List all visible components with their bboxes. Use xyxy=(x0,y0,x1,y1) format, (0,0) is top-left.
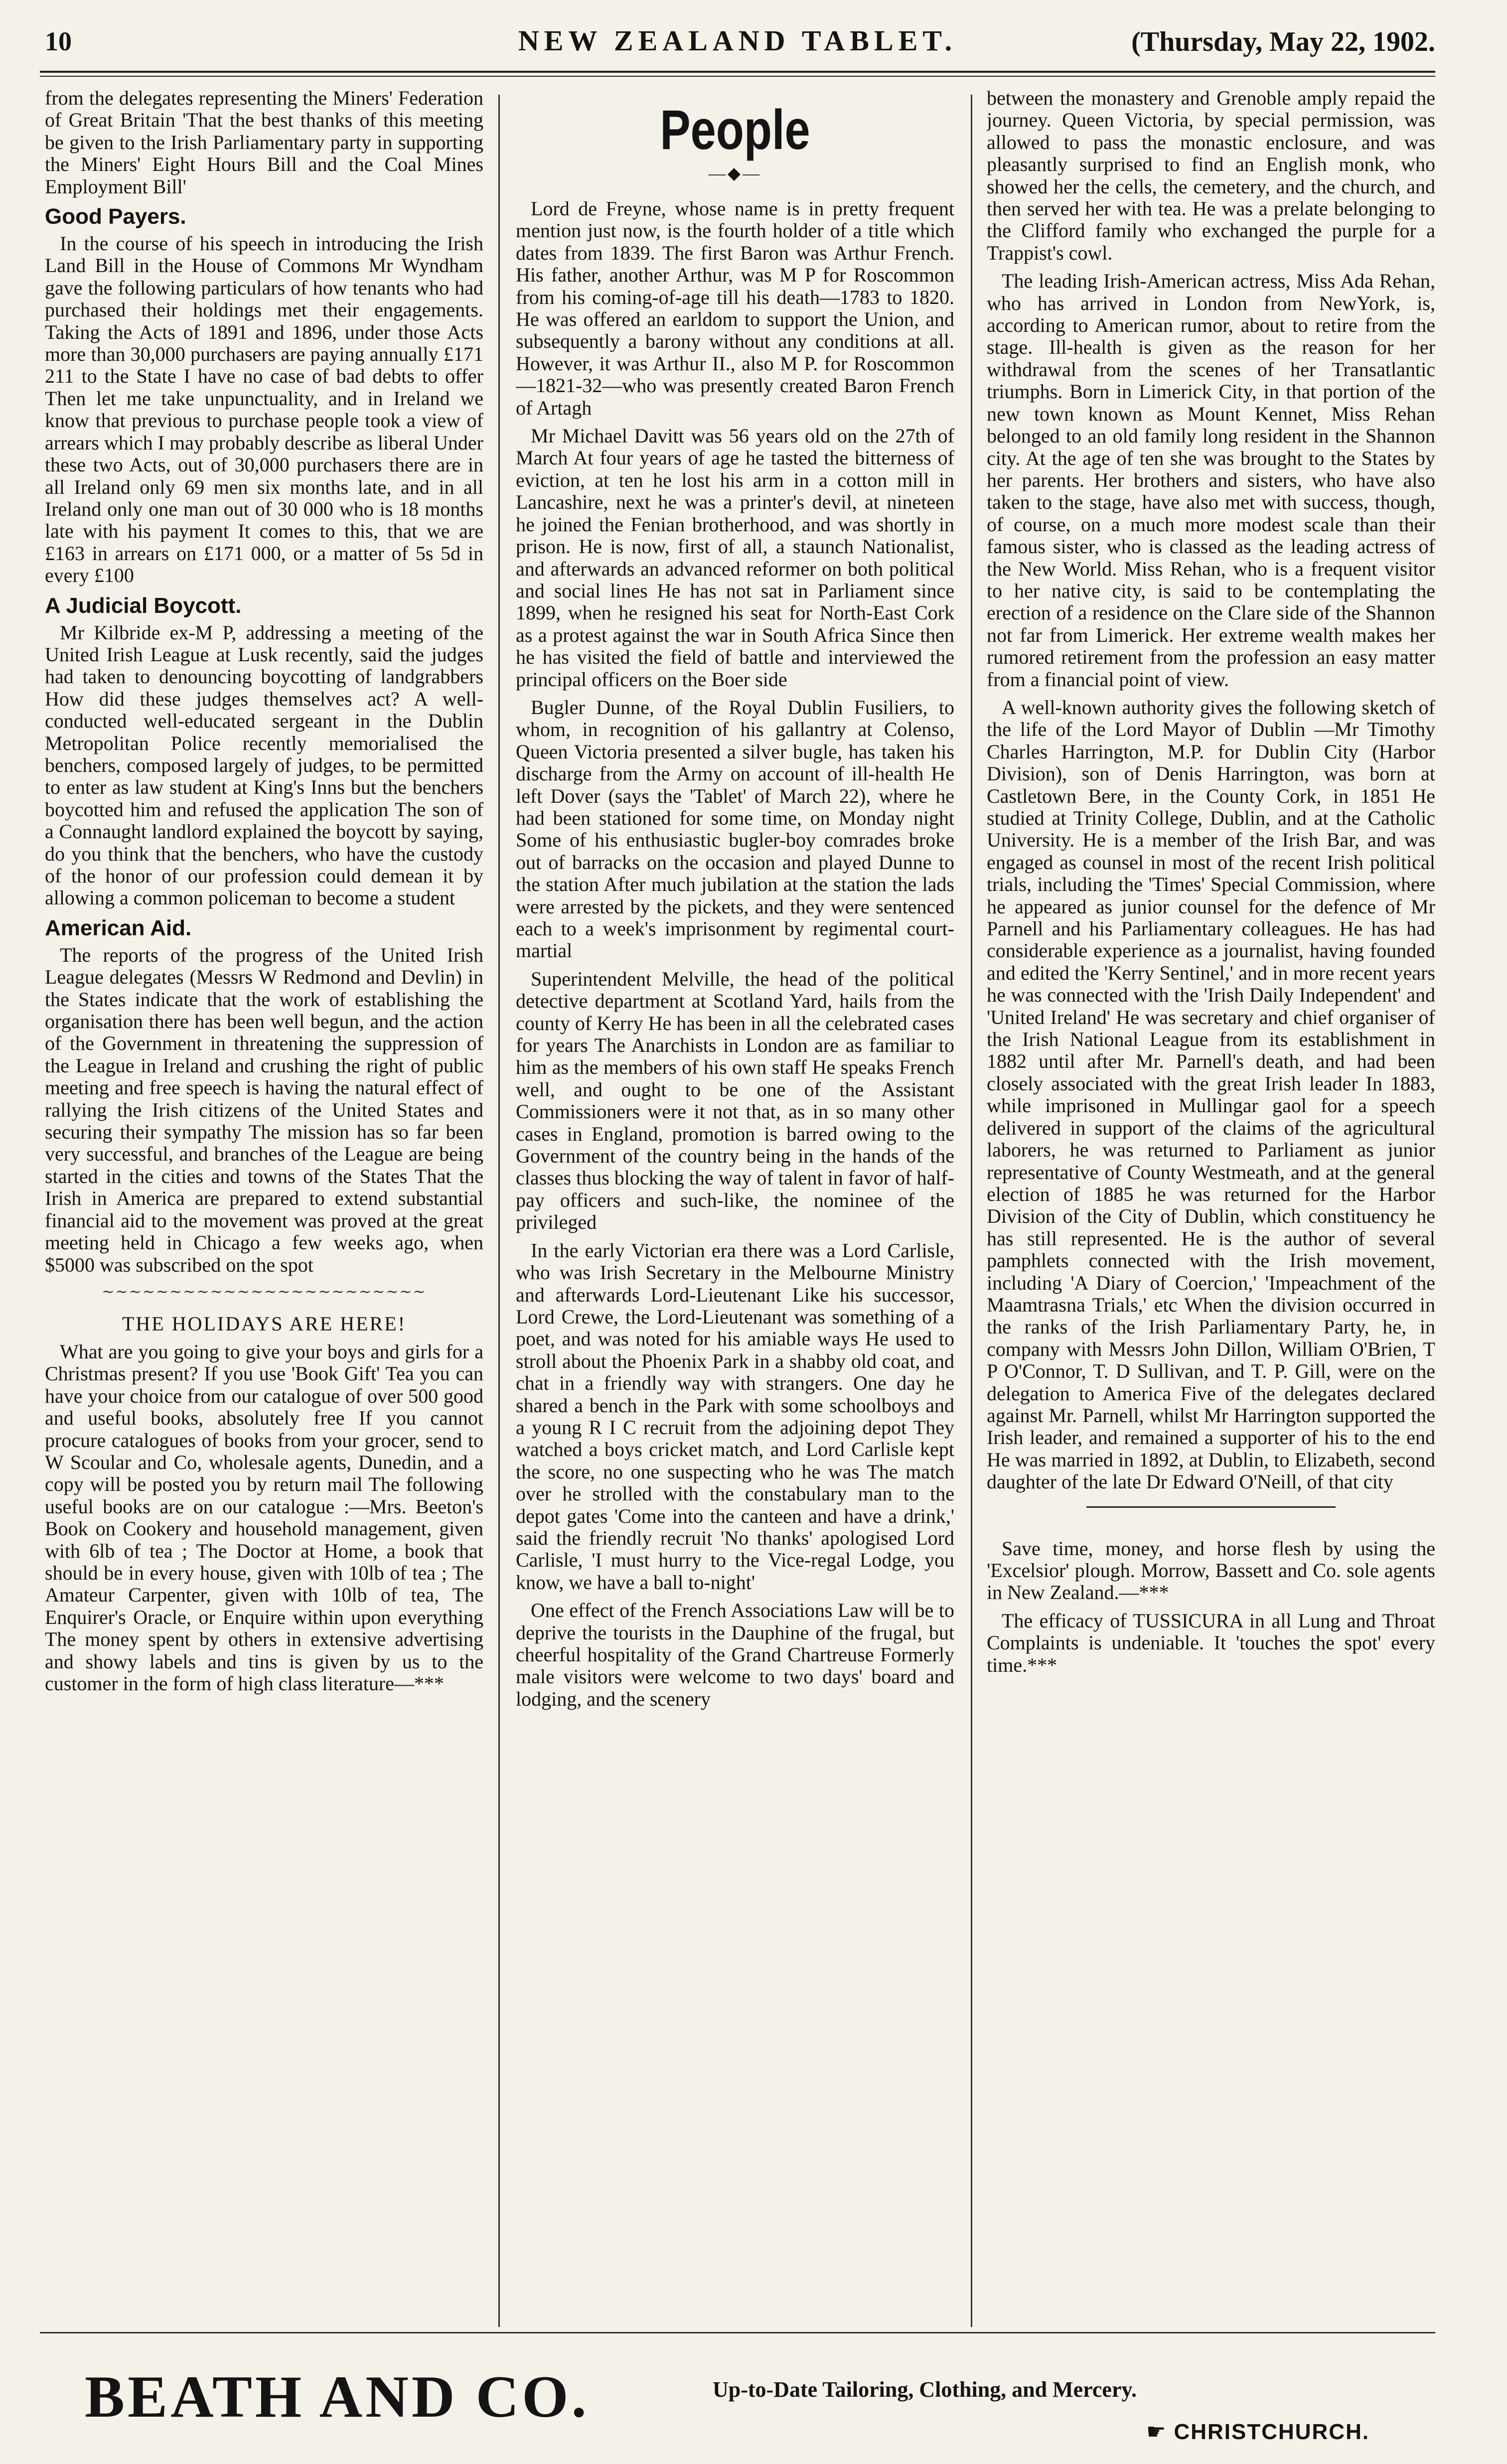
column-divider xyxy=(971,95,972,2327)
article-paragraph: Lord de Freyne, whose name is in pretty frequent mention just now, is the fourth holder of a title which dates from 1839. The first Baron was Arthur French. His father, another Arthur, was M P for Roscommon from his coming-of-age till his death—1783 to 1820. He was offered an earldom to support the Union, and subsequently a barony without any conditions at all. However, it was Arthur II., also M P. for Roscommon—1821-32—who was presently created Baron French of Artagh xyxy=(516,197,954,419)
footer-place-line xyxy=(1146,2419,1369,2445)
header-rule xyxy=(40,71,1435,73)
article-paragraph: In the course of his speech in introducing the Irish Land Bill in the House of Commons Mr Wyndham gave the following particulars of how tenants who had purchased their holdings met their engagements. Taking the Acts of 1891 and 1896, under those Acts more than 30,000 purchasers are paying annually £171 211 to the State I have no case of bad debts to offer Then let me take unpunctuality, and in Ireland we know that previous to purchase people took a view of arrears which I may probably describe as liberal Under these two Acts, out of 30,000 purchasers there are in all Ireland only 69 men six months late, and in all Ireland only one man out of 30 000 who is 18 months late with his payment It comes to this, that we are £163 in arrears on £171 000, or a matter of 5s 5d in every £100 xyxy=(45,232,483,587)
article-paragraph: One effect of the French Associations Law will be to deprive the tourists in the Dauphine of the frugal, but cheerful hospitality of the Grand Chartreuse Formerly male visitors were welcome to two days' board and lodging, and the scenery xyxy=(516,1599,954,1710)
pointing-hand-icon: ☛ xyxy=(1146,2420,1167,2444)
article-paragraph: The leading Irish-American actress, Miss Ada Rehan, who has arrived in London from NewYork, is, according to American rumor, about to retire from the stage. Ill-health is given as the reason for her withdrawal from the scenes of her Transatlantic triumphs. Born in Limerick City, in that portion of the new town known as Mount Kennet, Miss Rehan belonged to an old family long resident in the Shannon city. At the age of ten she was brought to the States by her parents. Her brothers and sisters, who have also taken to the stage, have also met with success, though, of course, on a much more modest scale than their famous sister, who is classed as the leading actress of the New World. Miss Rehan, who is a frequent visitor to her native city, is said to be contemplating the erection of a residence on the Clare side of the Shannon not far from Limerick. Her extreme wealth makes her rumored retirement from the profession an easy matter from a financial point of view. xyxy=(987,270,1435,691)
footer-tagline: Up-to-Date Tailoring, Clothing, and Mercery. xyxy=(713,2377,1137,2402)
title-ornament: —◆— xyxy=(708,164,762,183)
article-paragraph: In the early Victorian era there was a Lord Carlisle, who was Irish Secretary in the Melbourne Ministry and afterwards Lord-Lieutenant Like his successor, Lord Crewe, the Lord-Lieutenant was something of a poet, and was noted for his amiable ways He used to stroll about the Phoenix Park in a shabby old coat, and chat in a friendly way with strangers. One day he shared a bench in the Park with some schoolboys and a young R I C recruit from the adjoining depot They watched a boys cricket match, and Lord Carlisle kept the score, no one suspecting who he was The match over he strolled with the constabulary man to the depot gates 'Come into the canteen and have a drink,' said the friendly recruit 'No thanks' apologised Lord Carlisle, 'I must hurry to the Vice-regal Lodge, you know, we have a ball to-night' xyxy=(516,1239,954,1594)
article-paragraph: Mr Kilbride ex-M P, addressing a meeting of the United Irish League at Lusk recently, said the judges had taken to denouncing boycotting of landgrabbers How did these judges themselves act? A well-conducted well-educated sergeant in the Dublin Metropolitan Police recently memorialised the benchers, composed largely of judges, to be permitted to enter as law student at King's Inns but the benchers boycotted him and refused the application The son of a Connaught landlord explained the boycott by saying, do you think that the benchers, who have the custody of the honor of our profession could demean it by allowing a common policeman to become a student xyxy=(45,621,483,909)
advert-paragraph: Save time, money, and horse flesh by using the 'Excelsior' plough. Morrow, Bassett and Co. sole agents in New Zealand.—*** xyxy=(987,1537,1435,1604)
masthead-title: NEW ZEALAND TABLET. xyxy=(518,24,957,57)
section-heading: Good Payers. xyxy=(45,204,186,229)
article-paragraph: from the delegates representing the Miners' Federation of Great Britain 'That the best thanks of this meeting be given to the Irish Parliamentary party in supporting the Miners' Eight Hours Bill and the Coal Mines Employment Bill' xyxy=(45,87,483,198)
wavy-divider: ∼∼∼∼∼∼∼∼∼∼∼∼∼∼∼∼∼∼∼∼∼∼∼∼ xyxy=(102,1283,427,1300)
article-paragraph: between the monastery and Grenoble amply repaid the journey. Queen Victoria, by special permission, was allowed to pass the monastic enclosure, and was pleasantly surprised to find an English monk, who showed her the cells, the cemetery, and the church, and then served her with tea. He was a prelate belonging to the Clifford family who exchanged the purple for a Trappist's cowl. xyxy=(987,87,1435,264)
page-header xyxy=(40,14,1435,89)
column-left xyxy=(45,87,483,2332)
article-paragraph: Bugler Dunne, of the Royal Dublin Fusiliers, to whom, in recognition of his gallantry at Colenso, Queen Victoria presented a silver bugle, has taken his discharge from the Army on account of ill-health He left Dover (says the 'Tablet' of March 22), where he had been stationed for some time, on Monday night Some of his enthusiastic bugler-boy comrades broke out of barracks on the occasion and played Dunne to the station After much jubilation at the station the lads were arrested by the pickets, and they were sentenced each to a week's imprisonment by regimental court-martial xyxy=(516,696,954,962)
footer-place: CHRISTCHURCH. xyxy=(1174,2420,1370,2444)
column-right xyxy=(987,87,1435,2332)
advert-paragraph: What are you going to give your boys and girls for a Christmas present? If you use 'Book Gift' Tea you can have your choice from our catalogue of over 500 good and useful books, absolutely free If you cannot procure catalogues of books from your grocer, send to W Scoular and Co, wholesale agents, Dunedin, and a copy will be posted you by return mail The following useful books are on our catalogue :—Mrs. Beeton's Book on Cookery and household management, given with 6lb of tea ; The Doctor at Home, a book that should be in every house, given with 10lb of tea ; The Amateur Carpenter, given with 10lb of tea, The Enquirer's Oracle, or Enquire within upon everything The money spent by others in extensive advertising and showy labels and tins is given by us to the customer in the form of high class literature—*** xyxy=(45,1340,483,1695)
header-rule-thin xyxy=(40,76,1435,77)
advert-heading: THE HOLIDAYS ARE HERE! xyxy=(122,1312,407,1335)
page-number: 10 xyxy=(45,26,72,56)
column-divider xyxy=(498,95,500,2327)
column-middle xyxy=(516,87,954,2332)
article-paragraph: The reports of the progress of the United Irish League delegates (Messrs W Redmond and Devlin) in the States indicate that the work of establishing the organisation there has been well begun, and the action of the Government in threatening the suppression of the League in Ireland and crushing the right of public meeting and free speech is having the natural effect of rallying the Irish citizens of the United States and securing their sympathy The mission has so far been very successful, and branches of the League are being started in the cities and towns of the States That the Irish in America are prepared to extend substantial financial aid to the movement was proved at the great meeting held in Chicago a few weeks ago, when $5000 was subscribed on the spot xyxy=(45,943,483,1276)
advert-paragraph: The efficacy of TUSSICURA in all Lung and Throat Complaints is undeniable. It 'touches the spot' every time.*** xyxy=(987,1609,1435,1676)
issue-date: (Thursday, May 22, 1902. xyxy=(1131,26,1435,57)
footer-rule xyxy=(40,2332,1435,2333)
article-paragraph: Mr Michael Davitt was 56 years old on the 27th of March At four years of age he tasted the bitterness of eviction, at ten he lost his arm in a cotton mill in Lancashire, next he was a printer's devil, at nineteen he joined the Fenian brotherhood, and was shortly in prison. He is now, first of all, a staunch Nationalist, and afterwards an advanced reformer on both political and social lines He has not sat in Parliament since 1899, when he resigned his seat for North-East Cork as a protest against the war in South Africa Since then he has visited the field of battle and interviewed the principal officers on the Boer side xyxy=(516,425,954,691)
article-paragraph: Superintendent Melville, the head of the political detective department at Scotland Yard, hails from the county of Kerry He has been in all the celebrated cases for years The Anarchists in London are as familiar to him as the members of his own staff He speaks French well, and ought to be one of the Assistant Commissioners were it not that, as in so many other cases in England, promotion is barred owing to the Government of the country being in the hands of the classes thus blocking the way of talent in favor of half-pay officers and such-like, the nominee of the privileged xyxy=(516,967,954,1234)
article-paragraph: A well-known authority gives the following sketch of the life of the Lord Mayor of Dublin —Mr Timothy Charles Harrington, M.P. for Dublin City (Harbor Division), son of Denis Harrington, was born at Castletown Bere, in the County Cork, in 1851 He studied at Trinity College, Dublin, and at the Catholic University. He is a member of the Irish Bar, and was engaged as counsel in most of the recent Irish political trials, including the 'Times' Special Commission, where he appeared as junior counsel for the defence of Mr Parnell and his Parliamentary colleagues. He has had considerable experience as a journalist, having founded and edited the 'Kerry Sentinel,' and in more recent years he was connected with the 'Irish Daily Independent' and 'United Ireland' He was secretary and chief organiser of the Irish National League from its establishment in 1882 until after Mr. Parnell's death, and had been closely associated with the great Irish leader In 1883, while imprisoned in Mullingar gaol for a speech delivered in support of the claims of the agricultural laborers, he was returned to Parliament as junior representative of County Westmeath, and at the general election of 1885 he was returned for the Harbor Division of the City of Dublin, which constituency he has still represented. He is the author of several pamphlets connected with the Irish movement, including 'A Diary of Coercion,' 'Impeachment of the Maamtrasna Trials,' etc When the division occurred in the ranks of the Irish Parliamentary Party, he, in company with Messrs John Dillon, William O'Brien, T P O'Connor, T. D Sullivan, and T. P. Gill, were on the delegation to America Five of the delegates declared against Mr. Parnell, whilst Mr Harrington supported the Irish leader, and remained a supporter of his to the end He was married in 1892, at Dublin, to Elizabeth, second daughter of the late Dr Edward O'Neill, of that city xyxy=(987,696,1435,1493)
section-heading: American Aid. xyxy=(45,915,192,940)
section-separator xyxy=(1086,1506,1336,1508)
footer-brand: BEATH AND CO. xyxy=(85,2363,590,2430)
people-title: People xyxy=(660,99,810,161)
section-heading: A Judicial Boycott. xyxy=(45,593,242,618)
